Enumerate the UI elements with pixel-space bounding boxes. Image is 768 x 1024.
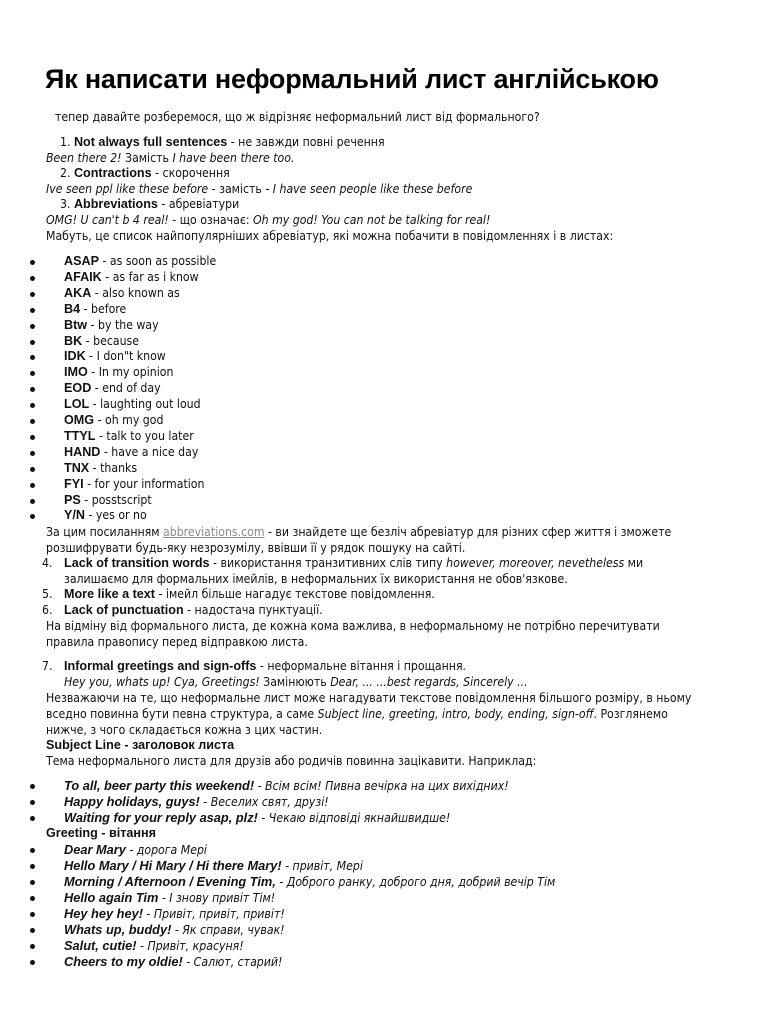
abbreviation-meaning: - talk to you later (95, 428, 194, 443)
bullet-icon (30, 928, 35, 933)
bullet-icon (30, 276, 35, 281)
bullet-icon (30, 340, 35, 345)
abbreviation-item (64, 508, 147, 523)
point-4-line-2: залишаємо для формальних імейлів, в неформальних їх використання не обов'язкове. (64, 572, 568, 586)
example-english: To all, beer party this weekend! (64, 778, 255, 793)
abbreviation-meaning: - as soon as possible (99, 254, 217, 268)
point-5-term: More like a text (64, 587, 155, 601)
abbreviation-term: Y/N (64, 508, 85, 523)
abbreviation-term: PS (64, 492, 81, 507)
abbreviation-item (64, 286, 180, 301)
abbreviation-term: Btw (64, 317, 88, 332)
abbreviation-meaning: - as far as i know (101, 269, 199, 284)
point-6: 6. Lack of punctuation - надостача пунктуації. (42, 603, 323, 617)
point-6-line-3: правила правопису перед відправкою листа. (46, 635, 308, 649)
abbreviation-meaning: - also known as (91, 285, 180, 300)
abbreviation-meaning: - oh my god (94, 413, 164, 427)
structure-line-2: вседно повинна бути певна структура, а саме Subject line, greeting, intro, body, ending, sign-off. Розглянемо (46, 707, 668, 721)
abbreviation-term: HAND (64, 444, 101, 459)
bullet-icon (30, 483, 35, 488)
abbreviation-term: AFAIK (64, 269, 102, 284)
abbreviations-link-line: За цим посиланням abbreviations.com - ви знайдете ще безліч абревіатур для різних сфер життя і зможете (46, 525, 672, 539)
example-english: Salut, cutie! (64, 938, 137, 953)
abbreviation-item (64, 381, 161, 396)
example-ukrainian: - І знову привіт Тім! (158, 891, 276, 905)
point-1: 1. Not always full sentences - не завжди повні речення (60, 135, 385, 149)
example-ukrainian: - привіт, Мері (281, 859, 363, 873)
point-2-term: Contractions (73, 166, 152, 180)
bullet-icon (30, 499, 35, 504)
example-ukrainian: - дорога Мері (125, 843, 207, 857)
example-item (64, 810, 450, 826)
abbreviation-item (64, 365, 173, 380)
example-english: Cheers to my oldie! (64, 954, 183, 969)
abbreviation-term: IMO (64, 365, 88, 380)
bullet-icon (30, 784, 35, 789)
bullet-icon (30, 387, 35, 392)
abbreviation-meaning: - by the way (87, 317, 159, 332)
abbreviation-item (64, 334, 139, 349)
abbreviation-item (64, 445, 198, 460)
example-item (64, 874, 555, 890)
example-ukrainian: - Чекаю відповіді якнайшвидше! (257, 811, 451, 825)
bullet-icon (30, 960, 35, 965)
abbreviation-meaning: - In my opinion (87, 365, 174, 380)
bullet-icon (30, 292, 35, 297)
abbreviation-item (64, 397, 201, 412)
bullet-icon (30, 403, 35, 408)
example-item (64, 778, 509, 794)
abbreviation-term: B4 (64, 301, 81, 316)
point-3-example: OMG! U can't b 4 real! - що означає: Oh my god! You can not be talking for real! (46, 213, 491, 227)
point-2: 2. Contractions - скорочення (60, 166, 230, 180)
abbreviation-item (64, 349, 166, 364)
example-item (64, 794, 329, 810)
abbreviation-term: IDK (64, 349, 86, 364)
bullet-icon (30, 880, 35, 885)
abbreviation-item (64, 429, 194, 444)
bullet-icon (30, 419, 35, 424)
abbreviation-item (64, 318, 159, 333)
subject-heading: Subject Line - заголовок листа (46, 738, 235, 752)
example-ukrainian: - Салют, старий! (182, 955, 283, 969)
abbreviation-item (64, 254, 216, 269)
abbreviation-item (64, 461, 137, 476)
bullet-icon (30, 467, 35, 472)
example-ukrainian: - Всім всім! Пивна вечірка на цих вихідних! (254, 779, 509, 793)
subject-description: Тема неформального листа для друзів або родичів повинна зацікавити. Наприклад: (46, 754, 537, 768)
point-3: 3. Abbreviations - абревіатури (60, 197, 240, 211)
point-1-term: Not always full sentences (73, 135, 228, 149)
bullet-icon (30, 451, 35, 456)
abbreviation-term: EOD (64, 381, 92, 396)
abbreviation-term: TTYL (64, 428, 96, 443)
example-english: Waiting for your reply asap, plz! (64, 810, 258, 825)
bullet-icon (30, 514, 35, 519)
example-ukrainian: - Привіт, красуня! (136, 939, 244, 953)
abbreviation-item (64, 413, 163, 428)
example-english: Whats up, buddy! (64, 922, 172, 937)
point-5: 5. More like a text - імейл більше нагадує текстове повідомлення. (42, 587, 435, 601)
abbreviation-meaning: - before (80, 301, 127, 316)
example-english: Hello Mary / Hi Mary / Hi there Mary! (64, 858, 282, 873)
abbreviations-link-line-2: розшифрувати будь-яку незрозумілу, ввівши її у рядок пошуку на сайті. (46, 541, 466, 555)
page-title: Як написати неформальний лист англійською (45, 64, 659, 94)
bullet-icon (30, 896, 35, 901)
example-item (64, 922, 285, 938)
bullet-icon (30, 355, 35, 360)
example-english: Morning / Afternoon / Evening Tim, (64, 874, 276, 889)
bullet-icon (30, 944, 35, 949)
example-ukrainian: - Як справи, чувак! (171, 923, 285, 937)
example-english: Hey hey hey! (64, 906, 143, 921)
example-ukrainian: - Привіт, привіт, привіт! (142, 907, 285, 921)
bullet-icon (30, 260, 35, 265)
structure-line-1: Незважаючи на те, що неформальне лист може нагадувати текстове повідомлення більшого розміру, в ньому (46, 691, 692, 705)
abbreviation-meaning: - because (82, 333, 139, 348)
example-item (64, 858, 363, 874)
bullet-icon (30, 864, 35, 869)
example-english: Happy holidays, guys! (64, 794, 200, 809)
abbreviation-term: OMG (64, 413, 95, 427)
abbreviation-item (64, 302, 126, 317)
point-2-example: Ive seen ppl like these before - замість - I have seen people like these before (46, 182, 473, 196)
abbreviation-meaning: - laughting out loud (89, 397, 201, 412)
abbreviation-meaning: - posstscript (80, 492, 152, 507)
bullet-icon (30, 324, 35, 329)
point-3-term: Abbreviations (73, 197, 158, 211)
abbreviation-item (64, 493, 152, 508)
point-4: 4. Lack of transition words - використання транзитивних слів типу however, moreover, nevetheless ми (42, 556, 644, 570)
bullet-icon (30, 912, 35, 917)
bullet-icon (30, 800, 35, 805)
bullet-icon (30, 308, 35, 313)
abbreviation-term: LOL (64, 397, 90, 412)
bullet-icon (30, 371, 35, 376)
example-item (64, 954, 282, 970)
example-item (64, 906, 285, 922)
example-english: Hello again Tim (64, 890, 159, 905)
abbreviation-term: TNX (64, 460, 90, 475)
point-1-example: Been there 2! Замість I have been there too. (46, 151, 295, 165)
example-item (64, 890, 275, 906)
greeting-heading: Greeting - вітання (46, 826, 156, 840)
abbreviation-list-note: Мабуть, це список найпопулярніших абревіатур, які можна побачити в повідомленнях і в листах: (46, 229, 614, 243)
point-7-term: Informal greetings and sign-offs (64, 659, 257, 673)
point-4-term: Lack of transition words (64, 556, 210, 570)
abbreviations-link[interactable]: abbreviations.com (163, 525, 265, 539)
abbreviation-meaning: - I don"t know (85, 349, 166, 364)
structure-line-3: нижче, з чого складається кожна з цих частин. (46, 723, 323, 737)
abbreviation-term: BK (64, 333, 83, 348)
point-7-example: Hey you, whats up! Cya, Greetings! Замінюють Dear, ... ...best regards, Sincerely ... (64, 675, 528, 689)
point-6-line-2: На відміну від формального листа, де кожна кома важлива, в неформальному не потрібно перечитувати (46, 619, 660, 633)
example-ukrainian: - Веселих свят, друзі! (199, 795, 329, 809)
example-ukrainian: - Доброго ранку, доброго дня, добрий вечір Тім (275, 875, 556, 889)
abbreviation-term: FYI (64, 476, 84, 491)
example-item (64, 842, 207, 858)
abbreviation-item (64, 270, 199, 285)
abbreviation-item (64, 477, 204, 492)
abbreviation-term: ASAP (64, 254, 99, 268)
abbreviation-meaning: - thanks (89, 460, 138, 475)
abbreviation-meaning: - end of day (91, 381, 161, 396)
example-item (64, 938, 244, 954)
point-6-term: Lack of punctuation (64, 603, 184, 617)
abbreviation-meaning: - have a nice day (100, 444, 199, 459)
bullet-icon (30, 435, 35, 440)
abbreviation-meaning: - for your information (83, 476, 205, 491)
point-7: 7. Informal greetings and sign-offs - неформальне вітання і прощання. (42, 659, 467, 673)
bullet-icon (30, 816, 35, 821)
abbreviation-meaning: - yes or no (85, 508, 147, 523)
bullet-icon (30, 848, 35, 853)
abbreviation-term: AKA (64, 285, 92, 300)
intro-text: тепер давайте розберемося, що ж відрізняє неформальний лист від формального? (55, 110, 540, 124)
example-english: Dear Mary (64, 842, 126, 857)
